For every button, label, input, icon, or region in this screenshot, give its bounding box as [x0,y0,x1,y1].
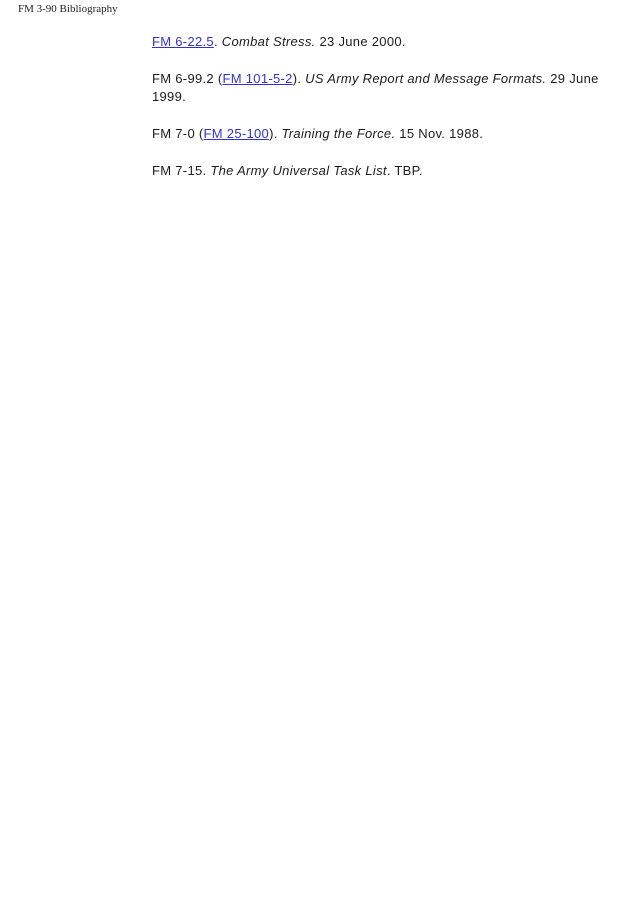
entry-text: FM 7-15. [152,163,211,178]
entry-title-text: Training the Force. [281,126,396,141]
bibliography-entry [152,125,604,143]
bibliography-entry [152,70,604,106]
entry-text: 29 June 1999. [152,71,599,104]
entry-title-text: The Army Universal Task List [210,163,387,178]
entry-title-text: Combat Stress. [221,34,316,49]
bibliography-entry [152,162,604,180]
link-fm-6-22-5[interactable]: FM 6-22.5 [152,34,214,49]
bibliography-list [152,33,604,199]
entry-text: FM 6-99.2 ( [152,71,223,86]
bibliography-entry [152,33,604,51]
link-fm-101-5-2[interactable]: FM 101-5-2 [222,71,293,86]
entry-text: 23 June 2000. [315,34,406,49]
entry-text: . TBP. [386,163,423,178]
entry-text: ). [292,71,306,86]
entry-text: . [213,34,222,49]
running-header: FM 3-90 Bibliography [18,3,118,15]
entry-title-text: US Army Report and Message Formats. [305,71,547,86]
entry-text: ). [269,126,282,141]
entry-text: FM 7-0 ( [152,126,204,141]
entry-text: 15 Nov. 1988. [395,126,484,141]
link-fm-25-100[interactable]: FM 25-100 [203,126,270,141]
